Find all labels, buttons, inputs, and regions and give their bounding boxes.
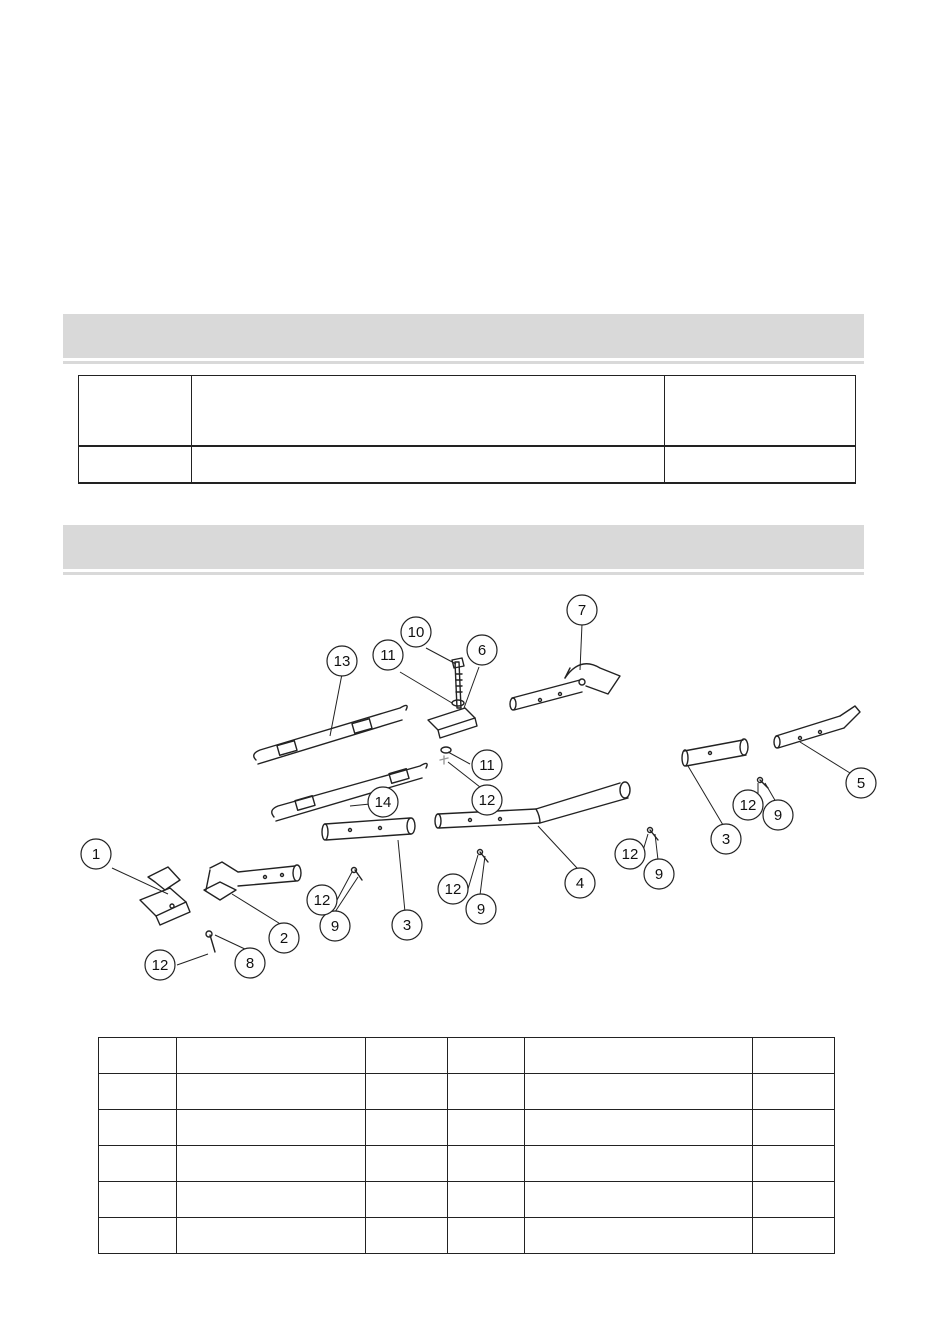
parts-cell: [177, 1038, 366, 1074]
parts-cell: [366, 1146, 448, 1182]
callout-label: 9: [654, 866, 664, 883]
exploded-parts-diagram: [60, 590, 880, 1000]
parts-list-table: [98, 1037, 835, 1254]
spec-table: [78, 375, 856, 484]
spec-header-cell: [192, 376, 665, 447]
part-6-plate-bolt: [428, 658, 477, 764]
spec-table-header-row: [79, 376, 856, 447]
callout-label: 8: [245, 955, 255, 972]
callout-label: 12: [444, 881, 462, 898]
parts-cell: [366, 1074, 448, 1110]
part-2-fork-tube: [204, 862, 301, 900]
part-1-bracket: [140, 867, 190, 925]
callout-12d: [438, 874, 468, 904]
parts-cell: [753, 1038, 835, 1074]
part-14-hook-rod: [272, 763, 427, 821]
callout-12b: [145, 950, 175, 980]
callout-12f: [733, 790, 763, 820]
part-5-end-tube: [774, 706, 860, 748]
callout-4: [565, 868, 595, 898]
parts-cell: [99, 1146, 177, 1182]
parts-cell: [525, 1146, 753, 1182]
parts-cell: [366, 1038, 448, 1074]
part-4-bent-tube: [435, 782, 630, 828]
parts-table-row: [99, 1182, 835, 1218]
callout-10: [401, 617, 431, 647]
parts-cell: [525, 1182, 753, 1218]
callout-9b: [466, 894, 496, 924]
parts-cell: [525, 1110, 753, 1146]
callout-label: 6: [477, 642, 487, 659]
parts-cell: [99, 1110, 177, 1146]
parts-cell: [753, 1146, 835, 1182]
parts-cell: [525, 1038, 753, 1074]
parts-cell: [366, 1218, 448, 1254]
callout-label: 9: [773, 807, 783, 824]
callout-label: 12: [478, 792, 496, 809]
parts-cell: [177, 1146, 366, 1182]
section-header-1: [63, 314, 864, 358]
parts-table-row: [99, 1074, 835, 1110]
callout-label: 5: [856, 775, 866, 792]
callout-label: 12: [313, 892, 331, 909]
parts-cell: [753, 1182, 835, 1218]
callout-label: 13: [333, 653, 351, 670]
parts-cell: [753, 1110, 835, 1146]
callout-1: [81, 839, 111, 869]
callout-9d: [763, 800, 793, 830]
callout-11a: [373, 640, 403, 670]
spec-header-cell: [665, 376, 856, 447]
callout-label: 11: [479, 757, 495, 774]
spec-cell: [665, 446, 856, 483]
parts-cell: [753, 1074, 835, 1110]
parts-cell: [177, 1110, 366, 1146]
parts-cell: [99, 1038, 177, 1074]
callout-11b: [472, 750, 502, 780]
parts-cell: [448, 1218, 525, 1254]
callout-label: 12: [621, 846, 639, 863]
parts-cell: [177, 1182, 366, 1218]
callout-12a: [472, 785, 502, 815]
parts-cell: [366, 1182, 448, 1218]
parts-cell: [525, 1074, 753, 1110]
callout-label: 9: [330, 918, 340, 935]
parts-cell: [99, 1182, 177, 1218]
parts-table-row: [99, 1038, 835, 1074]
parts-cell: [99, 1218, 177, 1254]
callout-6: [467, 635, 497, 665]
parts-cell: [448, 1110, 525, 1146]
callout-7: [567, 595, 597, 625]
section-rule-2: [63, 572, 864, 575]
parts-cell: [753, 1218, 835, 1254]
callout-label: 3: [721, 831, 731, 848]
callout-label: 2: [279, 930, 289, 947]
callout-label: 10: [407, 624, 425, 641]
spec-header-cell: [79, 376, 192, 447]
parts-cell: [99, 1074, 177, 1110]
callouts: [81, 595, 876, 980]
part-7-yoke-tube: [510, 664, 620, 710]
parts-cell: [448, 1074, 525, 1110]
callout-12e: [615, 839, 645, 869]
parts-table-row: [99, 1218, 835, 1254]
callout-label: 9: [476, 901, 486, 918]
callout-3a: [392, 910, 422, 940]
parts-table-row: [99, 1110, 835, 1146]
parts-cell: [448, 1182, 525, 1218]
callout-5: [846, 768, 876, 798]
callout-label: 12: [151, 957, 169, 974]
parts-cell: [177, 1074, 366, 1110]
section-rule-1: [63, 361, 864, 364]
callout-label: 1: [91, 846, 101, 863]
callout-8: [235, 948, 265, 978]
parts-cell: [366, 1110, 448, 1146]
parts-cell: [525, 1218, 753, 1254]
parts-cell: [448, 1038, 525, 1074]
parts-cell: [177, 1218, 366, 1254]
callout-3b: [711, 824, 741, 854]
callout-13: [327, 646, 357, 676]
spec-table-row: [79, 446, 856, 483]
callout-label: 11: [380, 647, 396, 664]
part-3-tube-right: [682, 739, 748, 766]
callout-label: 4: [575, 875, 585, 892]
callout-9a: [320, 911, 350, 941]
section-header-2: [63, 525, 864, 569]
callout-label: 14: [374, 794, 392, 811]
callout-2: [269, 923, 299, 953]
parts-table-row: [99, 1146, 835, 1182]
callout-9c: [644, 859, 674, 889]
part-3-tube-left: [322, 818, 415, 840]
callout-14: [368, 787, 398, 817]
callout-label: 3: [402, 917, 412, 934]
spec-cell: [192, 446, 665, 483]
callout-12c: [307, 885, 337, 915]
spec-cell: [79, 446, 192, 483]
callout-label: 7: [577, 602, 587, 619]
parts-cell: [448, 1146, 525, 1182]
callout-label: 12: [739, 797, 757, 814]
